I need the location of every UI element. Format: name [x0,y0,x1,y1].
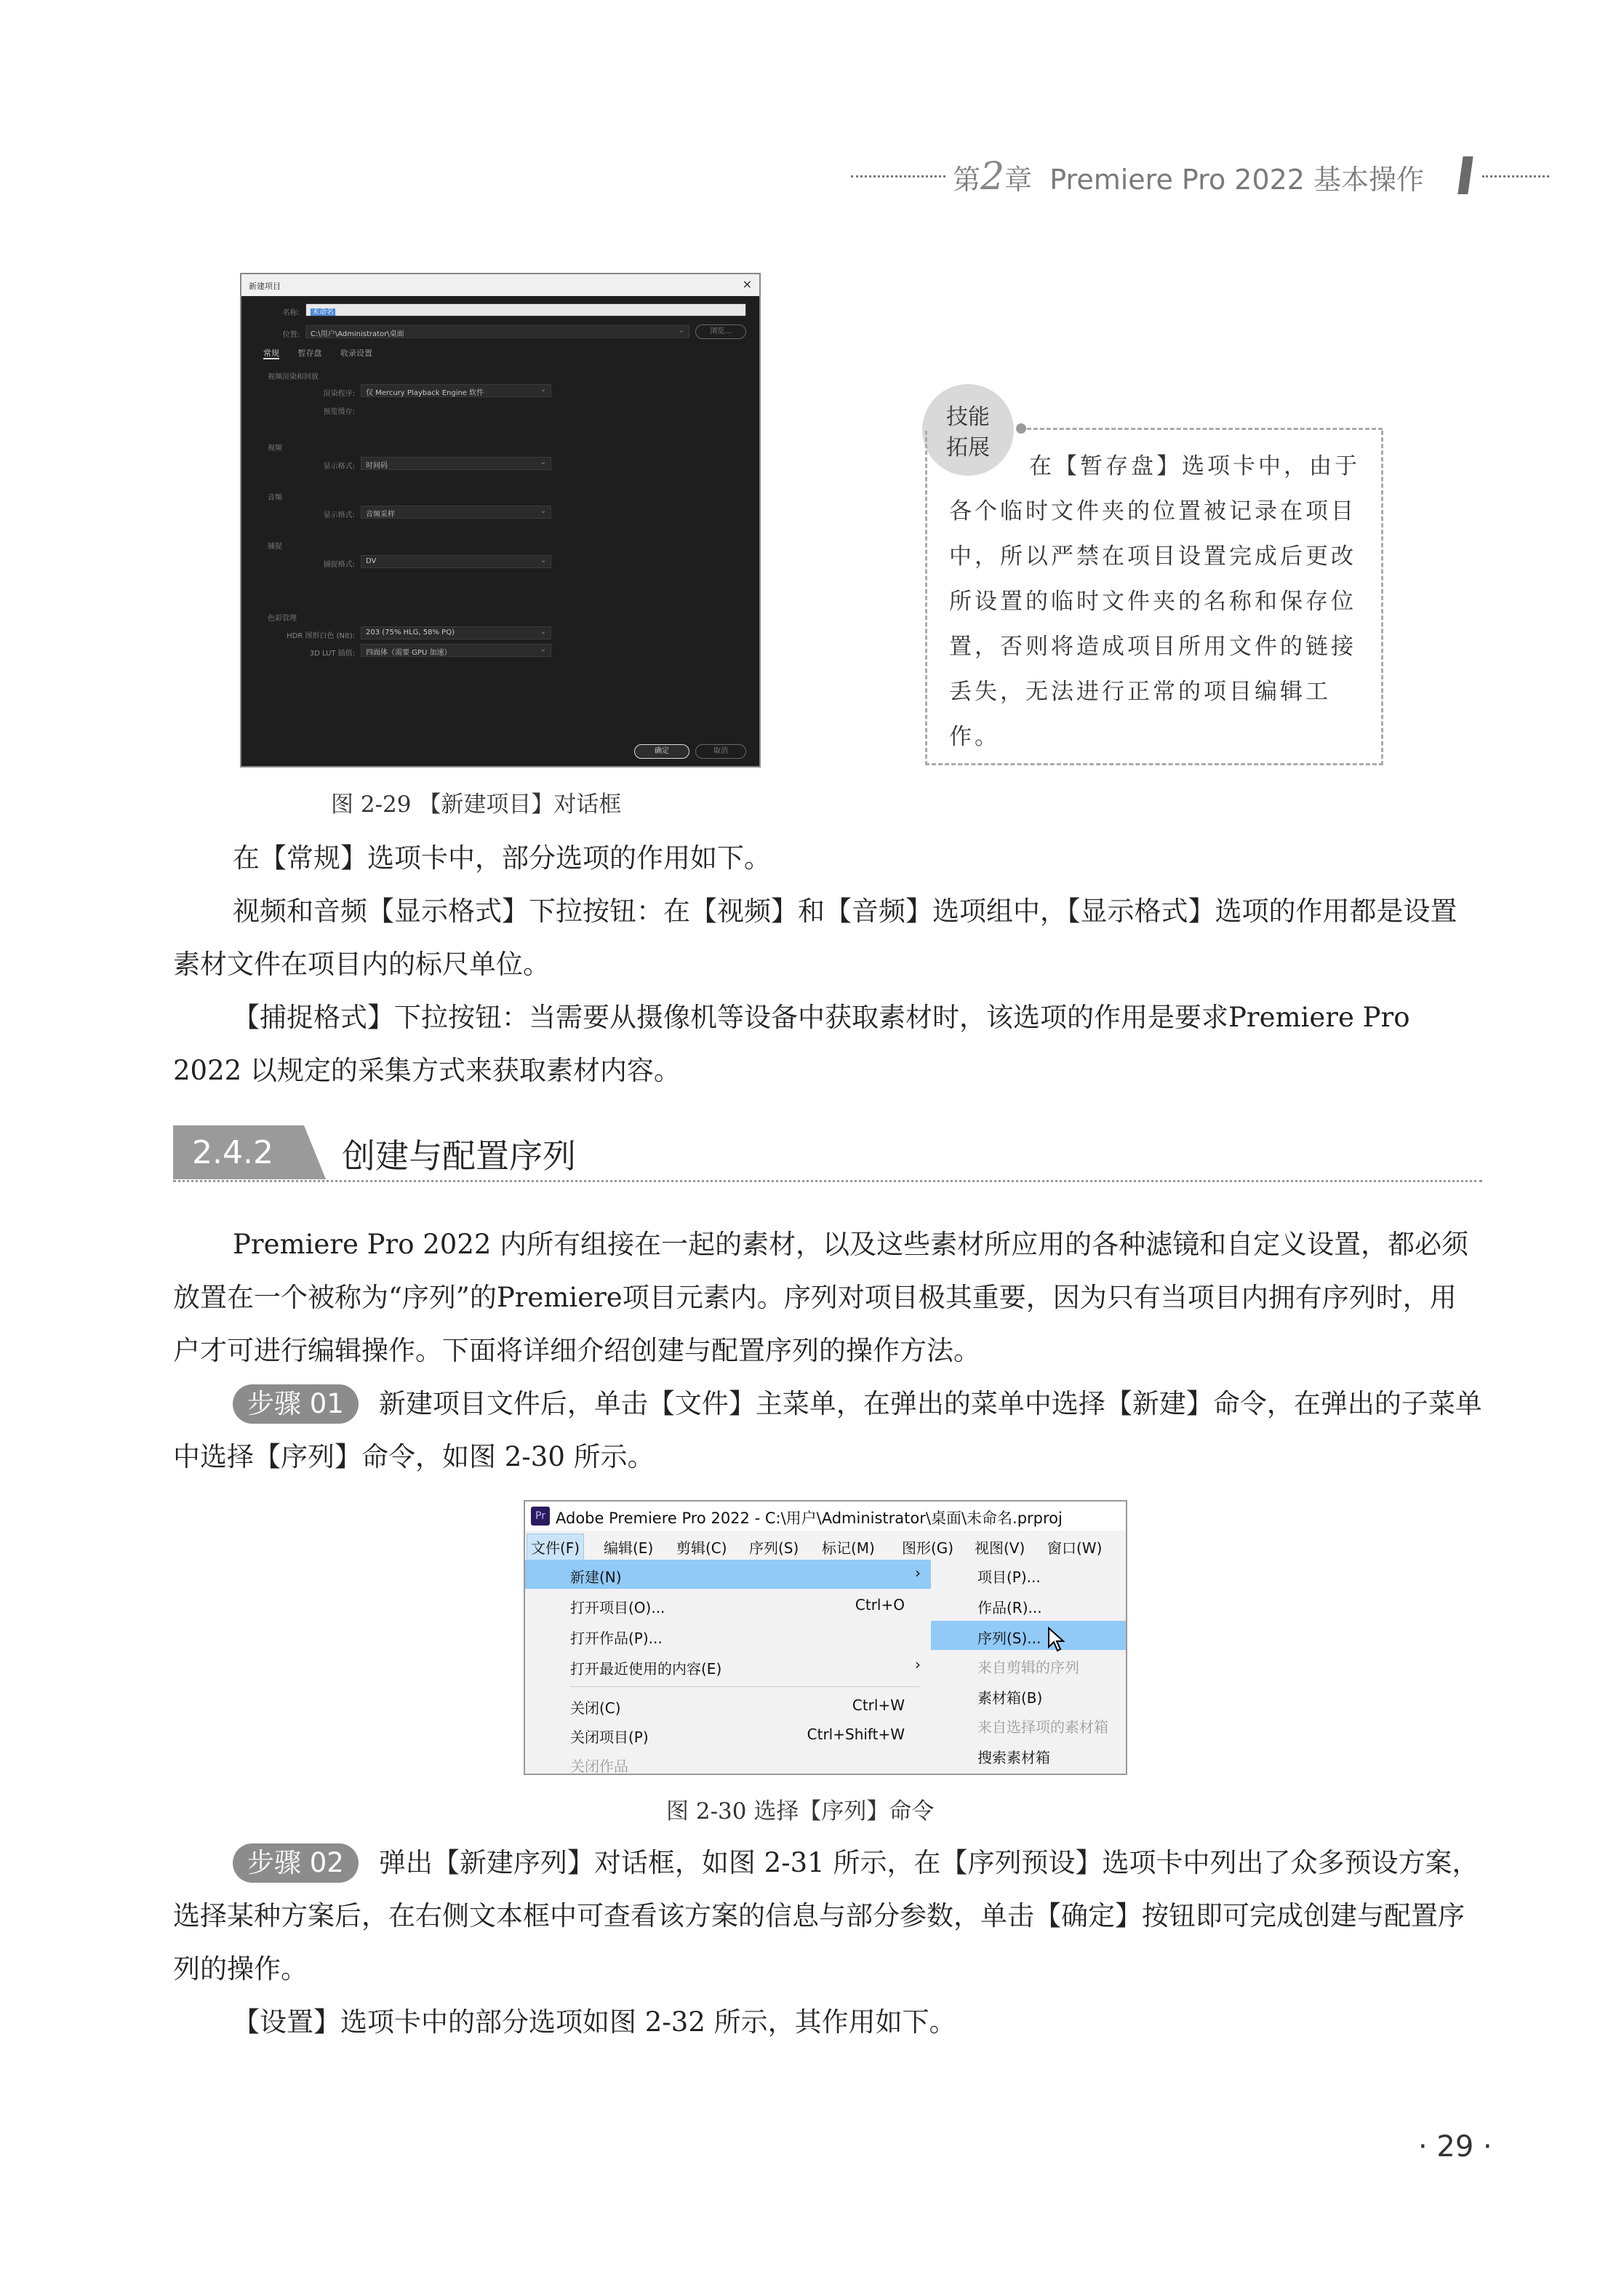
cancel-button[interactable]: 取消 [695,744,746,759]
dialog-title: 新建项目 [249,282,281,291]
lut-interpolation-select[interactable]: 四面体（需要 GPU 加速） ⌄ [361,644,551,657]
submenu-item-bin-from-selection: 来自选择项的素材箱 [977,1718,1108,1736]
menu-edit[interactable]: 编辑(E) [604,1539,654,1557]
browse-button[interactable]: 浏览... [695,324,746,339]
header-bar [1457,156,1473,194]
menu-markers[interactable]: 标记(M) [822,1539,875,1557]
tip-text: 在【暂存盘】选项卡中，由于各个临时文件夹的位置被记录在项目中，所以严禁在项目设置完成后更改所设置的临时文件夹的名称和保存位置，否则将造成项目所用文件的链接丢失，无法进行正常的项目编辑工作。 [949,453,1360,750]
preview-cache-label: 预览缓存: [323,408,355,416]
menu-separator [570,1686,919,1687]
step-02-badge: 步骤 02 [233,1843,359,1883]
chevron-right-icon: › [915,1564,921,1582]
new-project-dialog-screenshot [240,273,761,767]
chapter-number: 2 [980,155,1005,199]
menu-graphics[interactable]: 图形(G) [902,1539,954,1557]
hdr-white-select[interactable]: 203 (75% HLG, 58% PQ) ⌄ [361,626,551,639]
figure-2-30-caption: 图 2-30 选择【序列】命令 [666,1798,935,1825]
header-dots-left [851,175,945,178]
window-titlebar [525,1502,1126,1531]
figure-2-29-caption: 图 2-29 【新建项目】对话框 [331,791,622,818]
section-number: 2.4.2 [192,1134,273,1171]
submenu-item-sequence[interactable]: 序列(S)... [931,1621,1127,1650]
chapter-header [851,149,1549,200]
capture-format-select[interactable]: DV ⌄ [361,555,551,568]
step-01-badge: 步骤 01 [233,1384,359,1424]
body-text-block-3 [173,1836,1482,2049]
section-rule [173,1180,1482,1182]
paragraph: 【设置】选项卡中的部分选项如图 2-32 所示，其作用如下。 [233,2006,956,2038]
chevron-right-icon: › [915,1656,921,1673]
premiere-pro-icon: Pr [531,1507,550,1526]
tip-badge-line1: 技能 [946,404,990,430]
color-management-label: 色彩管理 [268,615,297,623]
file-menu-dropdown [525,1560,932,1775]
tab-general[interactable]: 常规 [263,348,279,358]
body-text-block-2 [173,1218,1482,1483]
menu-window[interactable]: 窗口(W) [1047,1539,1103,1557]
paragraph: Premiere Pro 2022 内所有组接在一起的素材，以及这些素材所应用的各种滤镜和自定义设置，都必须放置在一个被称为“序列”的Premiere项目元素内。序列对项目极其重要，因为只有当项目内拥有序列时，用户才可进行编辑操作。下面将详细介绍创建与配置序列的操作方法。 [173,1229,1469,1366]
audio-display-format-select[interactable]: 音频采样 ⌄ [361,506,551,519]
renderer-select[interactable]: 仅 Mercury Playback Engine 软件 ⌄ [361,384,551,397]
audio-display-format-label: 显示格式: [323,511,355,519]
page-number: · 29 · [1418,2130,1492,2164]
section-title: 创建与配置序列 [342,1136,576,1176]
menu-item-open-production[interactable]: 打开作品(P)... [570,1630,663,1647]
menu-item-close-production: 关闭作品 [570,1758,628,1775]
mouse-cursor-icon [1047,1627,1066,1653]
paragraph: 【捕捉格式】下拉按钮：当需要从摄像机等设备中获取素材时，该选项的作用是要求Premiere Pro 2022 以规定的采集方式来获取素材内容。 [173,1002,1410,1086]
submenu-item-bin[interactable]: 素材箱(B) [977,1689,1043,1707]
tip-connector-line [1020,428,1383,430]
menu-sequence[interactable]: 序列(S) [749,1539,799,1557]
ok-button[interactable]: 确定 [634,744,689,759]
menu-file[interactable]: 文件(F) [527,1534,584,1560]
step-02-paragraph: 步骤 02 弹出【新建序列】对话框，如图 2-31 所示，在【序列预设】选项卡中列出了众多预设方案，选择某种方案后，在右侧文本框中可查看该方案的信息与部分参数，单击【确定】按钮即可完成创建与配置序列的操作。 [173,1836,1482,1995]
menu-view[interactable]: 视图(V) [975,1539,1025,1557]
hdr-white-label: HDR 图形白色 (Nit): [287,632,355,640]
menu-item-close-project[interactable]: 关闭项目(P) Ctrl+Shift+W [570,1726,905,1746]
dialog-tabs [263,347,372,359]
menubar [525,1531,1126,1560]
tip-badge-line2: 拓展 [946,435,990,460]
capture-format-label: 捕捉格式: [323,561,355,569]
submenu-item-sequence-from-clip: 来自剪辑的序列 [977,1659,1079,1676]
premiere-menu-screenshot [524,1500,1127,1775]
chapter-title: 第2章 Premiere Pro 2022 基本操作 [953,155,1425,199]
menu-item-close[interactable]: 关闭(C) Ctrl+W [570,1696,905,1717]
submenu-item-production[interactable]: 作品(R)... [977,1599,1042,1616]
audio-section-label: 音频 [268,494,282,502]
close-icon[interactable]: × [742,277,752,291]
tip-box [925,431,1383,765]
menu-item-new[interactable]: 新建(N) › [525,1560,931,1589]
video-display-format-label: 显示格式: [323,463,355,471]
header-dots-right [1482,175,1549,178]
section-number-tab [173,1125,326,1179]
renderer-label: 渲染程序: [323,390,355,398]
dialog-titlebar [241,274,759,296]
new-submenu [931,1560,1127,1775]
location-label: 位置: [282,331,300,339]
paragraph: 视频和音频【显示格式】下拉按钮：在【视频】和【音频】选项组中，【显示格式】选项的作用都是设置素材文件在项目内的标尺单位。 [173,896,1457,980]
name-field[interactable]: 未命名 [305,303,746,316]
menu-item-open-project[interactable]: 打开项目(O)... Ctrl+O [570,1596,905,1616]
name-label: 名称: [282,309,300,317]
window-title: Adobe Premiere Pro 2022 - C:\用户\Administrator\桌面\未命名.prproj [556,1510,1063,1527]
submenu-item-project[interactable]: 项目(P)... [977,1568,1041,1586]
video-display-format-select[interactable]: 时间码 ⌄ [361,457,551,470]
menu-clip[interactable]: 剪辑(C) [676,1539,727,1557]
capture-section-label: 捕捉 [268,543,282,551]
submenu-item-search-bin[interactable]: 搜索素材箱 [977,1749,1050,1766]
video-section-label: 视频 [268,444,282,452]
renderer-section-label: 视频渲染和回放 [268,373,319,381]
step-01-paragraph: 步骤 01 新建项目文件后，单击【文件】主菜单，在弹出的菜单中选择【新建】命令，在弹出的子菜单中选择【序列】命令，如图 2-30 所示。 [173,1377,1482,1483]
menu-item-open-recent[interactable]: 打开最近使用的内容(E) › [570,1656,921,1678]
location-field[interactable]: C:\用户\Administrator\桌面 ⌄ [305,325,689,338]
paragraph: 在【常规】选项卡中，部分选项的作用如下。 [233,842,771,874]
body-text-block-1 [173,832,1482,1097]
tab-ingest-settings[interactable]: 收录设置 [340,348,372,358]
tab-scratch-disks[interactable]: 暂存盘 [297,348,322,358]
lut-interpolation-label: 3D LUT 插值: [309,650,355,658]
